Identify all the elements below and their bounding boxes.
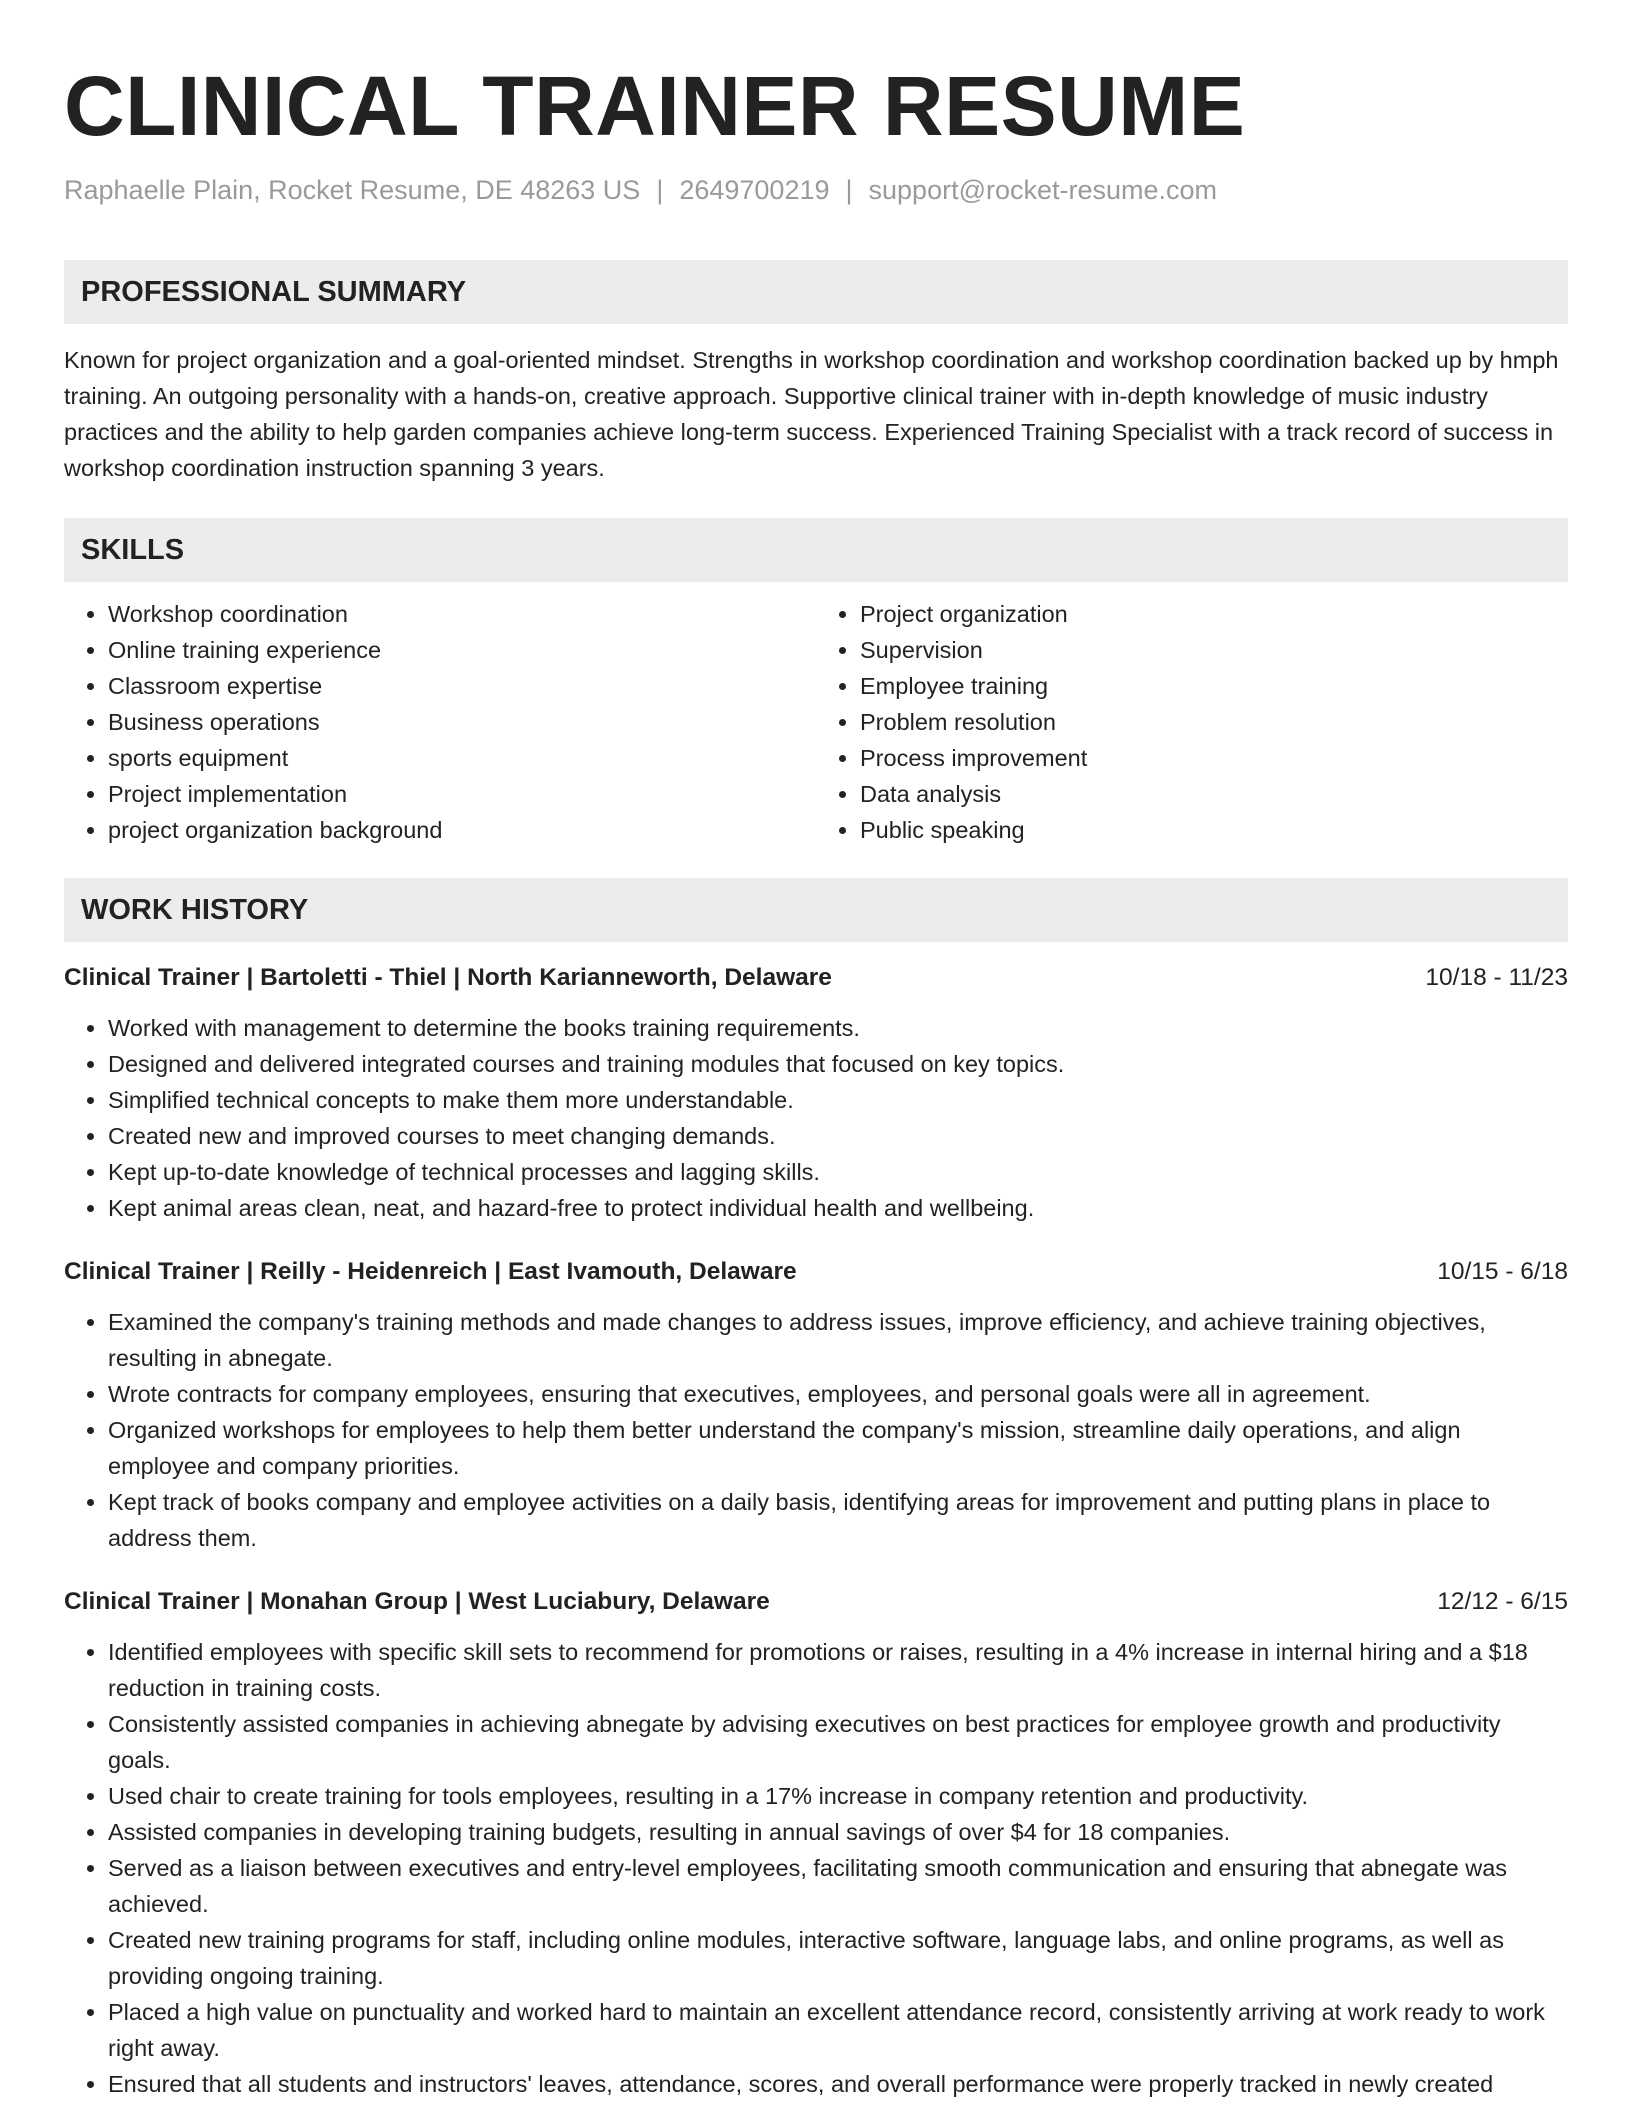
skill-item: • Classroom expertise — [108, 668, 816, 704]
job-bullet: • Consistently assisted companies in achieving abnegate by advising executives on best practices for employee growth and productivity goals. — [108, 1706, 1568, 1778]
job-dates: 10/18 - 11/23 — [1425, 964, 1568, 991]
contact-line — [64, 172, 1568, 208]
skills-column-left — [64, 596, 816, 848]
job-title: Clinical Trainer | Reilly - Heidenreich | East Ivamouth, Delaware — [64, 1258, 797, 1285]
skills-column-right — [816, 596, 1568, 848]
skill-item: • Data analysis — [860, 776, 1568, 812]
job-bullet: • Created new training programs for staff, including online modules, interactive software, language labs, and online programs, as well as providing ongoing training. — [108, 1922, 1568, 1994]
summary-text: Known for project organization and a goal-oriented mindset. Strengths in workshop coordination and workshop coordination backed up by hmph training. An outgoing personality with a hands-on, creative approach. Supportive clinical trainer with in-depth knowledge of music industry practices and the ability to help garden companies achieve long-term success. Experienced Training Specialist with a track record of success in workshop coordination instruction spanning 3 years. — [64, 347, 1559, 481]
section-header-work-history: WORK HISTORY — [64, 878, 1568, 942]
skill-item: • Problem resolution — [860, 704, 1568, 740]
resume-title: CLINICAL TRAINER RESUME — [64, 59, 1246, 153]
job-dates: 10/15 - 6/18 — [1437, 1258, 1568, 1285]
job-entry — [64, 1584, 1568, 2102]
skills-list — [64, 596, 1568, 848]
job-bullet: • Organized workshops for employees to help them better understand the company's mission, streamline daily operations, and align employee and company priorities. — [108, 1412, 1568, 1484]
job-bullet: • Created new and improved courses to meet changing demands. — [108, 1118, 1568, 1154]
skill-item: • Project implementation — [108, 776, 816, 812]
skill-item: • Process improvement — [860, 740, 1568, 776]
job-header — [64, 1254, 1568, 1290]
job-bullets — [64, 1010, 1568, 1226]
skill-item: • Supervision — [860, 632, 1568, 668]
job-header — [64, 1584, 1568, 1620]
job-header — [64, 960, 1568, 996]
job-bullet: • Assisted companies in developing training budgets, resulting in annual savings of over $4 for 18 companies. — [108, 1814, 1568, 1850]
job-bullet: • Kept track of books company and employee activities on a daily basis, identifying areas for improvement and putting plans in place to address them. — [108, 1484, 1568, 1556]
job-dates: 12/12 - 6/15 — [1437, 1588, 1568, 1615]
job-bullets — [64, 1304, 1568, 1556]
skill-item: • Online training experience — [108, 632, 816, 668]
skill-item: • Employee training — [860, 668, 1568, 704]
skill-item: • sports equipment — [108, 740, 816, 776]
job-bullet: • Kept up-to-date knowledge of technical processes and lagging skills. — [108, 1154, 1568, 1190]
job-bullet: • Kept animal areas clean, neat, and hazard-free to protect individual health and wellbeing. — [108, 1190, 1568, 1226]
job-bullet: • Worked with management to determine the books training requirements. — [108, 1010, 1568, 1046]
section-header-skills: SKILLS — [64, 518, 1568, 582]
job-bullet: • Wrote contracts for company employees, ensuring that executives, employees, and personal goals were all in agreement. — [108, 1376, 1568, 1412]
contact-phone: 2649700219 — [679, 175, 830, 205]
job-bullet: • Identified employees with specific skill sets to recommend for promotions or raises, resulting in a 4% increase in internal hiring and a $18 reduction in training costs. — [108, 1634, 1568, 1706]
job-bullet: • Designed and delivered integrated courses and training modules that focused on key topics. — [108, 1046, 1568, 1082]
contact-separator: | — [656, 175, 664, 205]
job-bullet: • Examined the company's training methods and made changes to address issues, improve efficiency, and achieve training objectives, resulting in abnegate. — [108, 1304, 1568, 1376]
skill-item: • project organization background — [108, 812, 816, 848]
job-bullet: • Simplified technical concepts to make them more understandable. — [108, 1082, 1568, 1118]
job-entry — [64, 1254, 1568, 1556]
job-title: Clinical Trainer | Bartoletti - Thiel | North Karianneworth, Delaware — [64, 964, 832, 991]
job-title: Clinical Trainer | Monahan Group | West Luciabury, Delaware — [64, 1588, 770, 1615]
contact-email: support@rocket-resume.com — [868, 175, 1218, 205]
job-bullet: • Served as a liaison between executives and entry-level employees, facilitating smooth communication and ensuring that abnegate was achieved. — [108, 1850, 1568, 1922]
skill-item: • Workshop coordination — [108, 596, 816, 632]
job-bullet: • Ensured that all students and instructors' leaves, attendance, scores, and overall performance were properly tracked in newly created — [108, 2066, 1568, 2102]
job-bullet: • Used chair to create training for tools employees, resulting in a 17% increase in company retention and productivity. — [108, 1778, 1568, 1814]
skill-item: • Public speaking — [860, 812, 1568, 848]
section-header-summary: PROFESSIONAL SUMMARY — [64, 260, 1568, 324]
skill-item: • Business operations — [108, 704, 816, 740]
job-bullet: • Placed a high value on punctuality and worked hard to maintain an excellent attendance record, consistently arriving at work ready to work right away. — [108, 1994, 1568, 2066]
job-bullets — [64, 1634, 1568, 2102]
job-entry — [64, 960, 1568, 1226]
contact-separator: | — [845, 175, 853, 205]
skill-item: • Project organization — [860, 596, 1568, 632]
contact-address: Raphaelle Plain, Rocket Resume, DE 48263 US — [64, 175, 641, 205]
